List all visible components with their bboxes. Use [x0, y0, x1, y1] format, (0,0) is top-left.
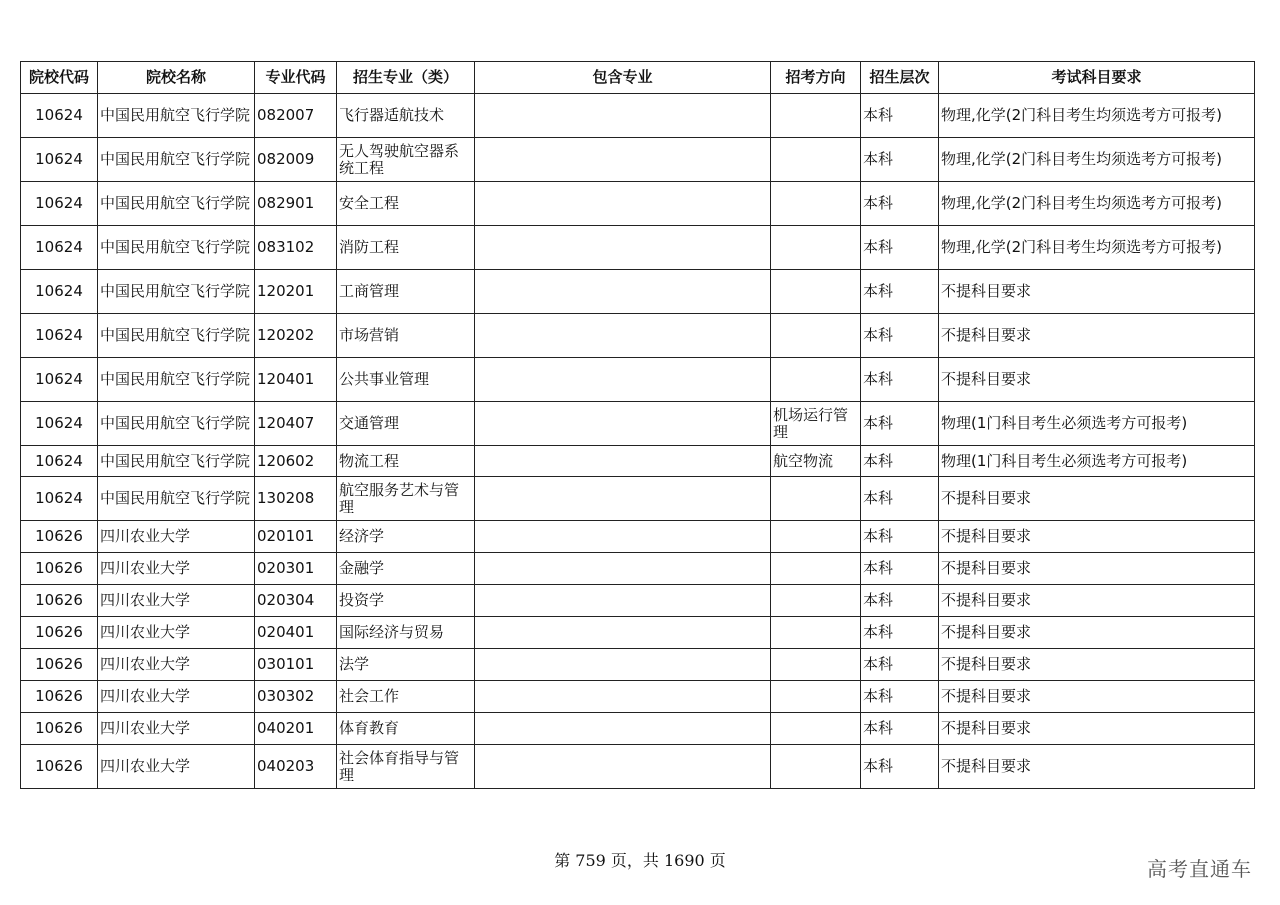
major-name-cell: 物流工程 — [337, 446, 475, 477]
major-code-cell: 030101 — [255, 649, 337, 681]
includes-cell — [475, 270, 771, 314]
school-code-cell: 10624 — [21, 138, 98, 182]
table-row — [21, 553, 1255, 585]
header-major: 招生专业（类） — [337, 62, 475, 94]
requirement-cell: 不提科目要求 — [939, 553, 1255, 585]
school-name-cell: 中国民用航空飞行学院 — [98, 182, 255, 226]
school-name-cell: 中国民用航空飞行学院 — [98, 402, 255, 446]
header-level: 招生层次 — [861, 62, 939, 94]
school-code-cell: 10626 — [21, 745, 98, 789]
includes-cell — [475, 553, 771, 585]
table-row — [21, 617, 1255, 649]
school-name-cell: 四川农业大学 — [98, 649, 255, 681]
school-code-cell: 10624 — [21, 402, 98, 446]
header-school-code: 院校代码 — [21, 62, 98, 94]
major-name-cell: 法学 — [337, 649, 475, 681]
watermark-logo-text: 高考直通车 — [1147, 857, 1252, 881]
header-includes: 包含专业 — [475, 62, 771, 94]
school-name-cell: 中国民用航空飞行学院 — [98, 446, 255, 477]
level-cell: 本科 — [861, 314, 939, 358]
requirement-cell: 不提科目要求 — [939, 358, 1255, 402]
school-code-cell: 10624 — [21, 314, 98, 358]
table-row — [21, 182, 1255, 226]
direction-cell — [771, 713, 861, 745]
table-row — [21, 649, 1255, 681]
school-name-cell: 中国民用航空飞行学院 — [98, 358, 255, 402]
school-name-cell: 四川农业大学 — [98, 585, 255, 617]
major-name-cell: 消防工程 — [337, 226, 475, 270]
major-name-cell: 飞行器适航技术 — [337, 94, 475, 138]
major-name-cell: 体育教育 — [337, 713, 475, 745]
school-name-cell: 中国民用航空飞行学院 — [98, 226, 255, 270]
school-code-cell: 10624 — [21, 94, 98, 138]
table-row — [21, 446, 1255, 477]
requirement-cell: 不提科目要求 — [939, 521, 1255, 553]
table-row — [21, 270, 1255, 314]
direction-cell — [771, 681, 861, 713]
includes-cell — [475, 182, 771, 226]
school-code-cell: 10626 — [21, 681, 98, 713]
school-code-cell: 10626 — [21, 617, 98, 649]
includes-cell — [475, 681, 771, 713]
direction-cell — [771, 649, 861, 681]
table-row — [21, 681, 1255, 713]
major-name-cell: 无人驾驶航空器系统工程 — [337, 138, 475, 182]
direction-cell: 机场运行管理 — [771, 402, 861, 446]
school-code-cell: 10626 — [21, 649, 98, 681]
level-cell: 本科 — [861, 270, 939, 314]
major-code-cell: 082901 — [255, 182, 337, 226]
major-code-cell: 040201 — [255, 713, 337, 745]
requirement-cell: 不提科目要求 — [939, 649, 1255, 681]
requirement-cell: 物理(1门科目考生必须选考方可报考) — [939, 402, 1255, 446]
level-cell: 本科 — [861, 402, 939, 446]
major-code-cell: 020101 — [255, 521, 337, 553]
school-code-cell: 10624 — [21, 270, 98, 314]
requirement-cell: 不提科目要求 — [939, 617, 1255, 649]
includes-cell — [475, 745, 771, 789]
table-row — [21, 138, 1255, 182]
direction-cell — [771, 138, 861, 182]
direction-cell — [771, 585, 861, 617]
major-code-cell: 040203 — [255, 745, 337, 789]
includes-cell — [475, 226, 771, 270]
level-cell: 本科 — [861, 358, 939, 402]
major-code-cell: 082009 — [255, 138, 337, 182]
school-name-cell: 中国民用航空飞行学院 — [98, 138, 255, 182]
major-code-cell: 083102 — [255, 226, 337, 270]
table-row — [21, 585, 1255, 617]
includes-cell — [475, 314, 771, 358]
major-code-cell: 120407 — [255, 402, 337, 446]
direction-cell — [771, 182, 861, 226]
school-code-cell: 10626 — [21, 585, 98, 617]
major-code-cell: 020401 — [255, 617, 337, 649]
major-code-cell: 082007 — [255, 94, 337, 138]
header-school-name: 院校名称 — [98, 62, 255, 94]
level-cell: 本科 — [861, 477, 939, 521]
table-row — [21, 358, 1255, 402]
major-code-cell: 120602 — [255, 446, 337, 477]
direction-cell — [771, 521, 861, 553]
school-code-cell: 10626 — [21, 521, 98, 553]
includes-cell — [475, 358, 771, 402]
level-cell: 本科 — [861, 617, 939, 649]
school-code-cell: 10624 — [21, 182, 98, 226]
major-name-cell: 社会工作 — [337, 681, 475, 713]
major-name-cell: 交通管理 — [337, 402, 475, 446]
school-name-cell: 四川农业大学 — [98, 681, 255, 713]
school-name-cell: 中国民用航空飞行学院 — [98, 314, 255, 358]
requirement-cell: 物理,化学(2门科目考生均须选考方可报考) — [939, 226, 1255, 270]
major-name-cell: 金融学 — [337, 553, 475, 585]
table-row — [21, 477, 1255, 521]
includes-cell — [475, 94, 771, 138]
major-code-cell: 130208 — [255, 477, 337, 521]
school-name-cell: 四川农业大学 — [98, 745, 255, 789]
major-name-cell: 公共事业管理 — [337, 358, 475, 402]
table-row — [21, 94, 1255, 138]
major-code-cell: 020301 — [255, 553, 337, 585]
major-name-cell: 投资学 — [337, 585, 475, 617]
major-code-cell: 120202 — [255, 314, 337, 358]
major-name-cell: 经济学 — [337, 521, 475, 553]
includes-cell — [475, 521, 771, 553]
major-name-cell: 市场营销 — [337, 314, 475, 358]
includes-cell — [475, 477, 771, 521]
school-code-cell: 10624 — [21, 477, 98, 521]
school-code-cell: 10626 — [21, 553, 98, 585]
includes-cell — [475, 649, 771, 681]
major-code-cell: 120401 — [255, 358, 337, 402]
major-name-cell: 安全工程 — [337, 182, 475, 226]
school-code-cell: 10626 — [21, 713, 98, 745]
requirement-cell: 不提科目要求 — [939, 585, 1255, 617]
requirement-cell: 不提科目要求 — [939, 314, 1255, 358]
direction-cell — [771, 617, 861, 649]
requirement-cell: 不提科目要求 — [939, 681, 1255, 713]
admission-table — [20, 61, 1255, 789]
table-row — [21, 521, 1255, 553]
direction-cell — [771, 94, 861, 138]
table-row — [21, 745, 1255, 789]
table-row — [21, 226, 1255, 270]
school-name-cell: 四川农业大学 — [98, 521, 255, 553]
major-code-cell: 020304 — [255, 585, 337, 617]
school-code-cell: 10624 — [21, 358, 98, 402]
page-number: 第 759 页，共 1690 页 — [554, 851, 726, 870]
major-name-cell: 社会体育指导与管理 — [337, 745, 475, 789]
includes-cell — [475, 617, 771, 649]
requirement-cell: 不提科目要求 — [939, 745, 1255, 789]
major-name-cell: 航空服务艺术与管理 — [337, 477, 475, 521]
major-name-cell: 国际经济与贸易 — [337, 617, 475, 649]
level-cell: 本科 — [861, 226, 939, 270]
school-name-cell: 四川农业大学 — [98, 713, 255, 745]
level-cell: 本科 — [861, 138, 939, 182]
direction-cell — [771, 553, 861, 585]
direction-cell — [771, 270, 861, 314]
includes-cell — [475, 402, 771, 446]
school-name-cell: 四川农业大学 — [98, 553, 255, 585]
includes-cell — [475, 585, 771, 617]
direction-cell — [771, 745, 861, 789]
header-major-code: 专业代码 — [255, 62, 337, 94]
level-cell: 本科 — [861, 745, 939, 789]
table-row — [21, 713, 1255, 745]
requirement-cell: 物理,化学(2门科目考生均须选考方可报考) — [939, 182, 1255, 226]
school-name-cell: 中国民用航空飞行学院 — [98, 270, 255, 314]
school-name-cell: 中国民用航空飞行学院 — [98, 477, 255, 521]
school-name-cell: 中国民用航空飞行学院 — [98, 94, 255, 138]
includes-cell — [475, 713, 771, 745]
school-code-cell: 10624 — [21, 446, 98, 477]
requirement-cell: 物理(1门科目考生必须选考方可报考) — [939, 446, 1255, 477]
requirement-cell: 物理,化学(2门科目考生均须选考方可报考) — [939, 94, 1255, 138]
school-name-cell: 四川农业大学 — [98, 617, 255, 649]
includes-cell — [475, 138, 771, 182]
direction-cell — [771, 314, 861, 358]
table-header-row — [21, 62, 1255, 94]
level-cell: 本科 — [861, 521, 939, 553]
direction-cell — [771, 358, 861, 402]
level-cell: 本科 — [861, 94, 939, 138]
table-row — [21, 402, 1255, 446]
level-cell: 本科 — [861, 713, 939, 745]
level-cell: 本科 — [861, 649, 939, 681]
level-cell: 本科 — [861, 585, 939, 617]
requirement-cell: 不提科目要求 — [939, 477, 1255, 521]
level-cell: 本科 — [861, 446, 939, 477]
level-cell: 本科 — [861, 553, 939, 585]
table-row — [21, 314, 1255, 358]
level-cell: 本科 — [861, 681, 939, 713]
direction-cell: 航空物流 — [771, 446, 861, 477]
major-code-cell: 030302 — [255, 681, 337, 713]
major-code-cell: 120201 — [255, 270, 337, 314]
school-code-cell: 10624 — [21, 226, 98, 270]
header-direction: 招考方向 — [771, 62, 861, 94]
requirement-cell: 物理,化学(2门科目考生均须选考方可报考) — [939, 138, 1255, 182]
requirement-cell: 不提科目要求 — [939, 713, 1255, 745]
header-requirement: 考试科目要求 — [939, 62, 1255, 94]
level-cell: 本科 — [861, 182, 939, 226]
requirement-cell: 不提科目要求 — [939, 270, 1255, 314]
direction-cell — [771, 477, 861, 521]
direction-cell — [771, 226, 861, 270]
includes-cell — [475, 446, 771, 477]
major-name-cell: 工商管理 — [337, 270, 475, 314]
